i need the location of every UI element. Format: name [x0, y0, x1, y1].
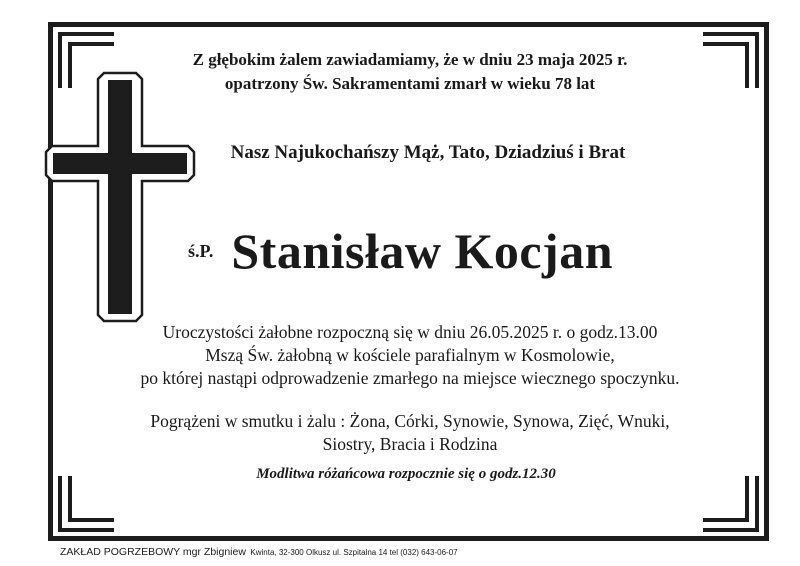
funeral-home-details: Kwinta, 32-300 Olkusz ul. Szpitalna 14 tel (032) 643-06-07	[250, 548, 458, 557]
rosary-note: Modlitwa różańcowa rozpocznie się o godz.12.30	[256, 466, 556, 482]
funeral-line-2: Mszą Św. żałobną w kościele parafialnym w Kosmolowie,	[205, 345, 615, 365]
deceased-name: Stanisław Kocjan	[231, 223, 614, 279]
mourners-line-1: Pogrążeni w smutku i żalu : Żona, Córki, Synowie, Synowa, Zięć, Wnuki,	[150, 411, 670, 431]
funeral-home-footer	[60, 542, 458, 560]
announcement-line-1: Z głębokim żalem zawiadamiamy, że w dniu 23 maja 2025 r.	[192, 50, 628, 69]
funeral-line-3: po której nastąpi odprowadzenie zmarłego na miejsce wiecznego spoczynku.	[140, 368, 680, 388]
funeral-line-1: Uroczystości żałobne rozpoczną się w dniu 26.05.2025 r. o godz.13.00	[162, 322, 658, 342]
deceased-prefix: ś.P.	[188, 240, 214, 261]
relation-heading: Nasz Najukochańszy Mąż, Tato, Dziadziuś i Brat	[230, 142, 626, 163]
latin-cross-icon	[44, 71, 196, 323]
mourners-line-2: Siostry, Bracia i Rodzina	[322, 434, 498, 454]
deceased-block	[188, 222, 613, 280]
funeral-home-name: ZAKŁAD POGRZEBOWY mgr Zbigniew	[60, 546, 246, 558]
announcement-line-2: opatrzony Św. Sakramentami zmarł w wieku 78 lat	[224, 74, 596, 93]
